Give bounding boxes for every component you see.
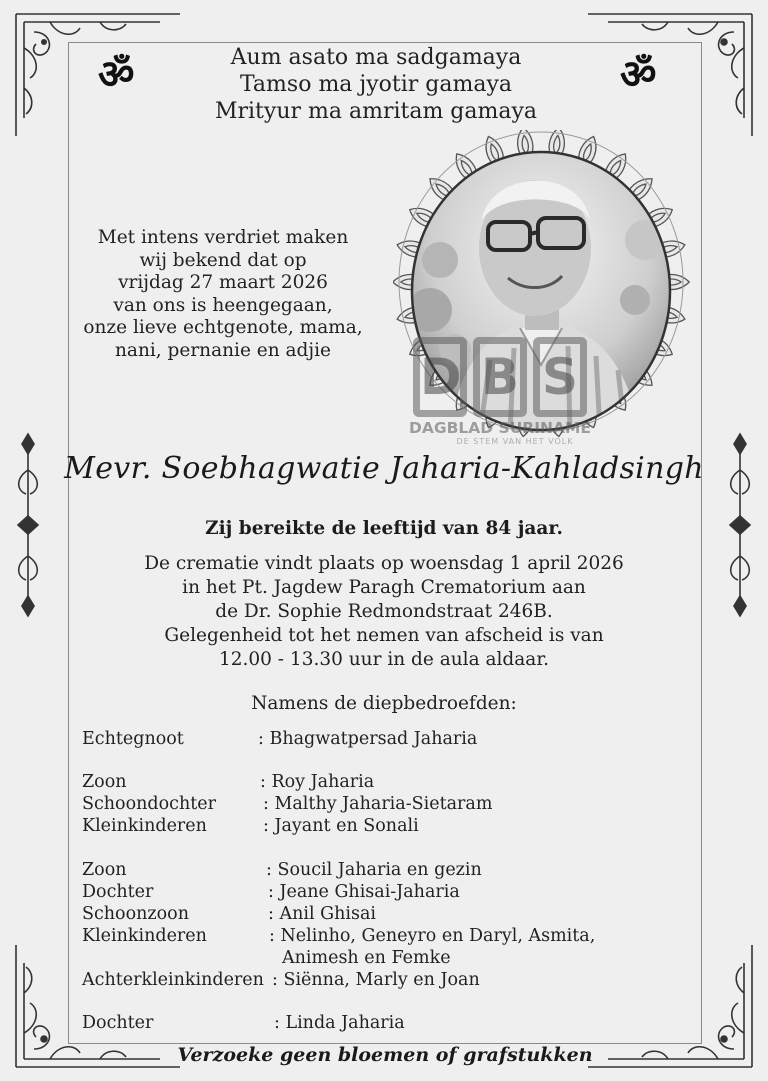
family-member: : Soucil Jaharia en gezin bbox=[266, 860, 482, 880]
announcement-line: Met intens verdriet maken bbox=[97, 227, 349, 248]
announcement-line: wij bekend dat op bbox=[139, 249, 307, 271]
watermark-letter: D bbox=[413, 337, 467, 417]
announcement-line: nani, pernanie en adjie bbox=[115, 339, 331, 361]
deceased-name: Mevr. Soebhagwatie Jaharia-Kahladsingh bbox=[64, 451, 704, 486]
family-relation: Kleinkinderen bbox=[82, 926, 207, 946]
watermark bbox=[404, 337, 596, 446]
family-member: : Jeane Ghisai-Jaharia bbox=[268, 882, 460, 902]
ceremony-line: de Dr. Sophie Redmondstraat 246B. bbox=[215, 601, 553, 622]
family-relation: Echtegnoot bbox=[82, 729, 184, 749]
family-member: : Bhagwatpersad Jaharia bbox=[258, 729, 478, 749]
mantra bbox=[168, 44, 584, 125]
ceremony-line: in het Pt. Jagdew Paragh Crematorium aan bbox=[182, 577, 586, 598]
family-member: : Jayant en Sonali bbox=[263, 816, 419, 836]
footer-text: Verzoeke geen bloemen of grafstukken bbox=[177, 1044, 593, 1066]
family-relation: Dochter bbox=[82, 1013, 154, 1033]
family-member: : Anil Ghisai bbox=[268, 904, 376, 924]
family-relation: Zoon bbox=[82, 860, 127, 880]
ceremony-line: De crematie vindt plaats op woensdag 1 april 2026 bbox=[144, 553, 624, 574]
family-member: : Malthy Jaharia-Sietaram bbox=[263, 794, 493, 814]
family-relation: Zoon bbox=[82, 772, 127, 792]
family-member: : Siënna, Marly en Joan bbox=[272, 970, 480, 990]
watermark-letter: B bbox=[473, 337, 527, 417]
family-member: Animesh en Femke bbox=[282, 948, 451, 968]
announcement-line: van ons is heengegaan, bbox=[113, 294, 333, 316]
family-member: : Nelinho, Geneyro en Daryl, Asmita, bbox=[269, 926, 596, 946]
ceremony-line: Gelegenheid tot het nemen van afscheid is van bbox=[164, 625, 604, 646]
om-icon-right: ॐ bbox=[620, 52, 657, 98]
family-member: : Linda Jaharia bbox=[274, 1013, 405, 1033]
ceremony-details bbox=[100, 552, 668, 672]
announcement-line: onze lieve echtgenote, mama, bbox=[83, 317, 363, 338]
watermark-subtitle: DE STEM VAN HET VOLK bbox=[456, 437, 574, 446]
ceremony-line: 12.00 - 13.30 uur in de aula aldaar. bbox=[218, 649, 550, 670]
on-behalf-heading: Namens de diepbedroefden: bbox=[251, 693, 517, 714]
om-icon-left: ॐ bbox=[98, 52, 135, 98]
family-member: : Roy Jaharia bbox=[260, 772, 375, 792]
side-ornament-left bbox=[8, 430, 48, 620]
announcement bbox=[78, 227, 368, 362]
mantra-line: Aum asato ma sadgamaya bbox=[230, 45, 522, 70]
watermark-name: DAGBLAD SURINAME bbox=[409, 419, 591, 437]
family-relation: Schoondochter bbox=[82, 794, 216, 814]
watermark-letter: S bbox=[533, 337, 587, 417]
side-ornament-right bbox=[720, 430, 760, 620]
age-line: Zij bereikte de leeftijd van 84 jaar. bbox=[205, 518, 563, 539]
footer-notice bbox=[150, 1040, 620, 1080]
announcement-line: vrijdag 27 maart 2026 bbox=[118, 272, 328, 293]
mantra-line: Tamso ma jyotir gamaya bbox=[239, 72, 513, 97]
family-relation: Kleinkinderen bbox=[82, 816, 207, 836]
family-relation: Dochter bbox=[82, 882, 154, 902]
family-relation: Achterkleinkinderen bbox=[82, 970, 264, 990]
family-relation: Schoonzoon bbox=[82, 904, 189, 924]
mantra-line: Mrityur ma amritam gamaya bbox=[214, 99, 538, 124]
